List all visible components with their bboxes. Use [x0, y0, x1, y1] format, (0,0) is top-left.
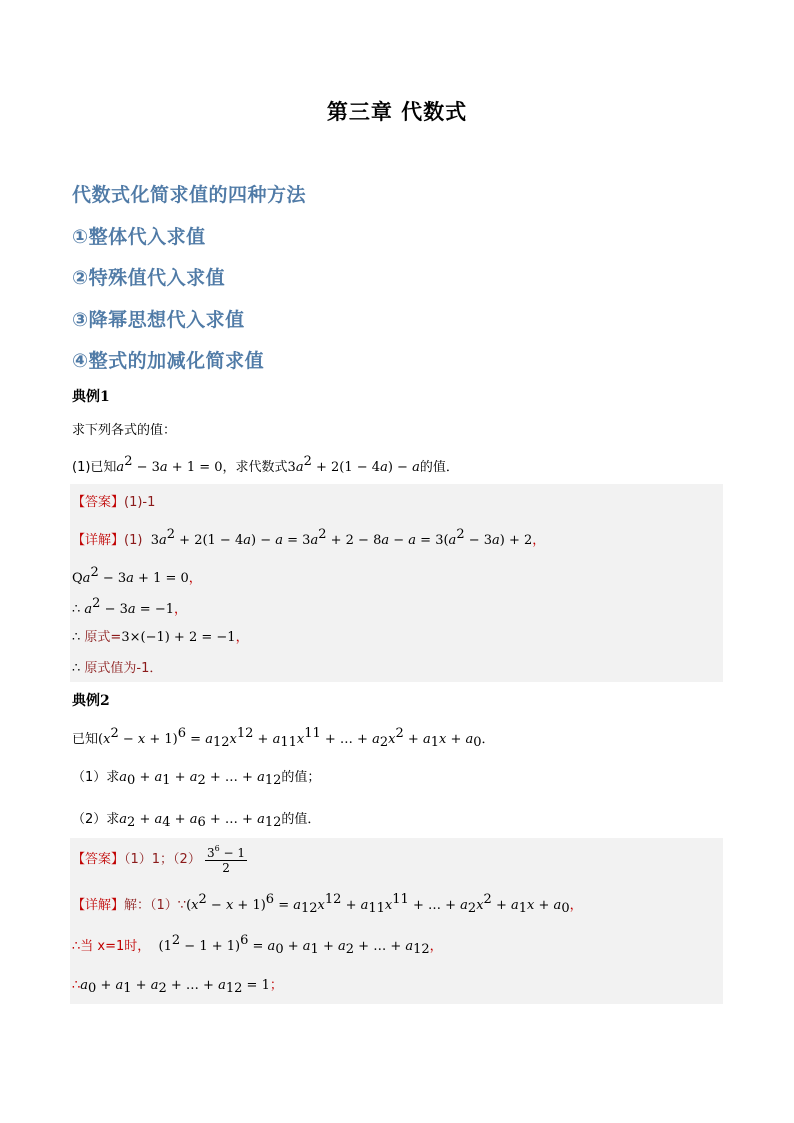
method-3: ③降幂思想代入求值 [72, 309, 245, 331]
detail-tag: 【详解】 [72, 533, 125, 548]
answer-tag: 【答案】 [72, 495, 125, 510]
method-2: ②特殊值代入求值 [72, 267, 226, 289]
method-4: ④整式的加减化简求值 [72, 350, 265, 372]
example-2-q1: （1）求$a_0 + a_1 + a_2$ + … + $a_{12}$的值； [72, 770, 321, 788]
section-heading: 代数式化简求值的四种方法 [72, 184, 307, 206]
answer-1-row [72, 491, 155, 510]
example-2-label: 典例2 [72, 693, 110, 709]
detail-number: (1) [124, 533, 143, 548]
question-mid: ，求代数式 [222, 460, 288, 475]
step-4: ∴ 原式值为-1． [72, 661, 163, 676]
step-2: ∴ $a^2 - 3a = -1$， [72, 596, 187, 617]
example-2-given: 已知$(x^2 - x + 1)^6 = a_{12}x^{12} + a_{11}x^{11}$ + … + $a_2x^2 + a_1x + a_0$． [72, 726, 495, 750]
example-1-question: (1)已知$a^2 - 3a + 1 = 0$，求代数式$3a^2 + 2(1 - 4a) - a$的值． [72, 454, 459, 475]
answer-2-row: 【答案】（1）1；（2） $\frac{3^6 - 1}{2}$ [72, 844, 246, 875]
example-1-instruction: 求下列各式的值： [72, 423, 177, 438]
example-2-q2: （2）求$a_2 + a_4 + a_6$ + … + $a_{12}$的值． [72, 812, 321, 830]
answer-fraction: $\frac{3^6 - 1}{2}$ [206, 844, 246, 875]
method-1: ①整体代入求值 [72, 226, 206, 248]
detail-2-step-2: $\therefore a_0 + a_1 + a_2$ + … + $a_{12} = 1$； [72, 978, 283, 996]
example-1-label: 典例1 [72, 389, 110, 405]
step-1: $Qa^2 - 3a + 1 = 0$， [72, 565, 202, 586]
page-title: 第三章 代数式 [326, 99, 468, 124]
question-prefix: (1)已知 [72, 460, 117, 475]
step-3: ∴ 原式=3×(−1) + 2 = −1， [72, 630, 249, 645]
detail-2-row: 【详解】解：$(1)\because(x^2 - x + 1)^6 = a_{12}x^{12} + a_{11}x^{11}$ + … + $a_2x^2 + a_1x + a_0$， [72, 892, 583, 916]
question-suffix: 的值． [419, 460, 459, 475]
detail-2-step-1: ∴当 x=1时， $(1^2 - 1 + 1)^6 = a_0 + a_1 + a_2$ + … + $a_{12}$， [72, 933, 443, 957]
answer-value: (1)-1 [124, 495, 156, 510]
detail-1-row: 【详解】(1) $3a^2 + 2(1 - 4a) - a = 3a^2 + 2 - 8a - a = 3(a^2 - 3a) + 2$， [72, 527, 546, 548]
